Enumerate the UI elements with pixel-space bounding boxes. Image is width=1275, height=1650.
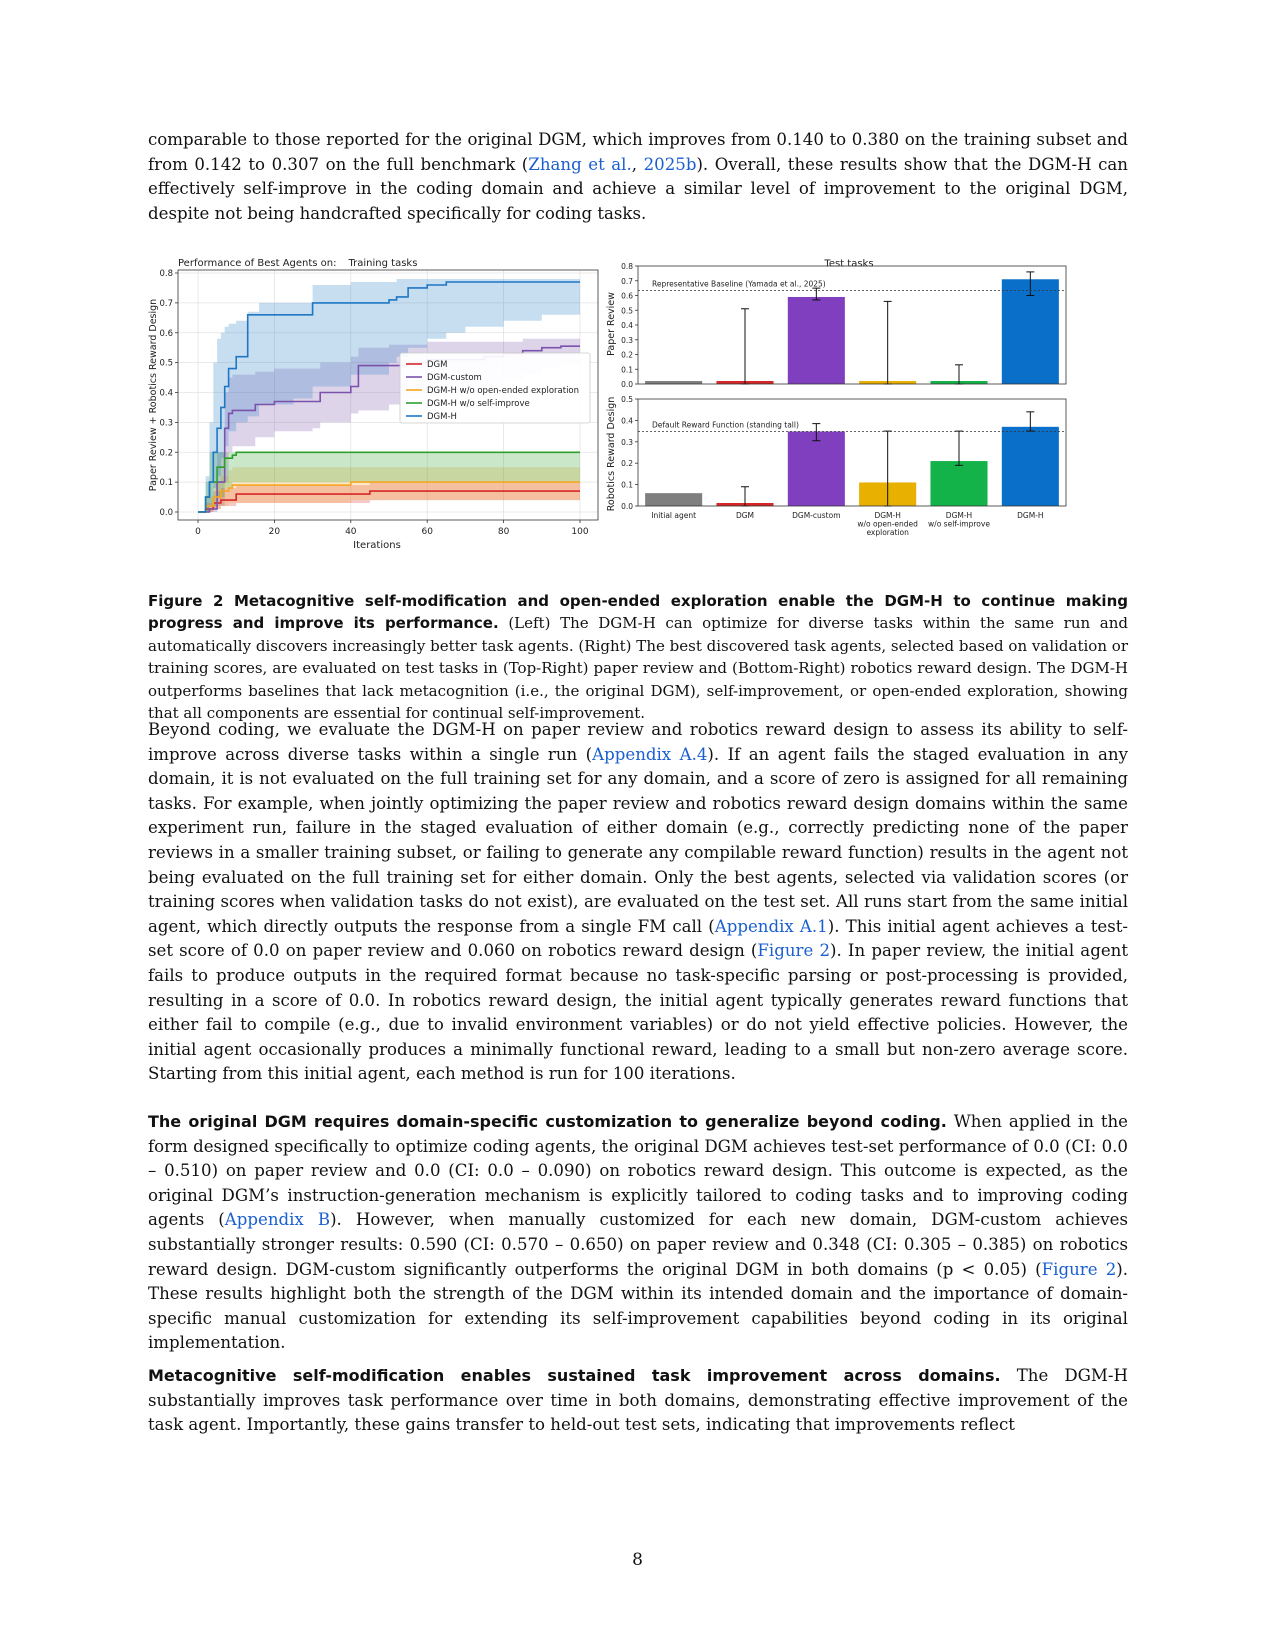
figure-2-link-2[interactable]: Figure 2 [1041,1259,1117,1279]
bar-5 [1002,427,1059,506]
appendix-a1-link[interactable]: Appendix A.1 [714,916,828,936]
left-chart-title: Performance of Best Agents on: Training tasks [178,258,418,269]
category-label-3: DGM-H [874,511,901,520]
para2-text-1: Beyond coding, we evaluate the DGM-H on paper review and robotics reward design to assess its ability to self-improve across diverse tasks within a single run ( [148,720,1128,764]
paragraph-original-dgm [148,1110,1128,1356]
left-chart-legend [400,353,590,423]
bottom-bar-chart-robotics-reward [621,395,1066,511]
figure-2 [148,258,1132,568]
caption-text: (Left) The DGM-H can optimize for diverse tasks within the same run and automatically discovers increasingly better task agents. (Right) The best discovered task agents, selected based on validation or training scores, are evaluated on test tasks in (Top-Right) paper review and (Bottom-Right) robotics reward design. The DGM-H outperforms baselines that lack metacognition (i.e., the original DGM), self-improvement, or open-ended exploration, showing that all components are essential for continual self-improvement. [148,614,1128,723]
x-tick-label: 60 [421,527,433,537]
citation-link-2025b[interactable]: 2025b [643,154,697,174]
y-tick-label: 0.2 [621,459,633,469]
para4-heading: Metacognitive self-modification enables sustained task improvement across domains. [148,1366,1001,1385]
para2-text-2: ). If an agent fails the staged evaluation in any domain, it is not evaluated on the full training set for any domain, and a score of zero is assigned for all remaining tasks. For example, when jointly optimizing the paper review and robotics reward design domains within the same experiment run, failure in the staged evaluation of either domain (e.g., correctly predicting none of the paper reviews in a smaller training subset, or failing to generate any compilable reward function) results in the agent not being evaluated on the full training set for either domain. Only the best agents, selected via validation scores (or training scores when validation tasks do not exist), are evaluated on the test set. All runs start from the same initial agent, which directly outputs the response from a single FM call ( [148,744,1128,936]
y-tick-label: 0.0 [159,508,173,518]
intro-paragraph [148,128,1128,226]
right-bar-charts [606,258,1066,537]
baseline-label: Default Reward Function (standing tall) [652,420,799,430]
x-tick-label: 40 [345,527,357,537]
appendix-b-link[interactable]: Appendix B [224,1210,331,1230]
legend-label-dgm-custom: DGM-custom [427,373,482,383]
baseline-label: Representative Baseline (Yamada et al., 2025) [652,279,826,289]
y-tick-label: 0.0 [621,380,633,389]
bar-2 [788,297,845,384]
para3-text-2: ). However, when manually customized for each new domain, DGM-custom achieves substantially stronger results: 0.590 (CI: 0.570 – 0.650) on paper review and 0.348 (CI: 0.305 – 0.385) on robotics reward design. DGM-custom significantly outperforms the original DGM in both domains (p < 0.05) ( [148,1210,1128,1279]
x-tick-label: 80 [497,527,510,537]
category-label-0: Initial agent [651,511,697,520]
paragraph-metacognitive [148,1364,1128,1438]
y-tick-label: 0.3 [621,335,633,345]
bar-0 [645,493,702,506]
page-number: 8 [632,1550,643,1570]
intro-text-end: ). Overall, these results show that the DGM-H can effectively self-improve in the coding domain and achieve a similar level of improvement to the original DGM, despite not being handcrafted specifically for coding tasks. [148,154,1128,223]
y-tick-label: 0.5 [159,358,173,369]
bar-4 [930,461,987,506]
left-chart-ylabel: Paper Review + Robotics Reward Design [148,298,159,492]
category-label-4: DGM-H [945,511,973,520]
citation-separator: , [631,154,644,174]
y-tick-label: 0.4 [621,416,633,426]
left-chart-y-ticks [159,269,178,518]
figure-2-link[interactable]: Figure 2 [757,941,831,961]
y-tick-label: 0.6 [621,291,633,301]
y-tick-label: 0.1 [159,478,173,489]
category-label-3: exploration [866,528,909,537]
bar-chart-category-labels [651,511,1043,537]
left-line-chart [148,258,598,551]
para3-text-3: ). These results highlight both the strength of the DGM within its intended domain and the importance of domain-specific manual customization for extending its self-improvement capabilities beyond coding in its original implementation. [148,1259,1129,1353]
para4-text-1: The DGM-H substantially improves task performance over time in both domains, demonstrating effective improvement of the task agent. Importantly, these gains transfer to held-out test sets, indicating that improvements reflect [148,1366,1128,1435]
category-label-1: DGM [735,511,755,520]
y-tick-label: 0.2 [621,350,633,360]
appendix-a4-link[interactable]: Appendix A.4 [592,744,708,764]
paragraph-beyond-coding [148,718,1128,1087]
citation-link-zhang[interactable]: Zhang et al. [528,154,632,174]
para2-text-3: ). This initial agent achieves a test-set score of 0.0 on paper review and 0.060 on robotics reward design ( [148,916,1129,961]
legend-label-dgm-h: DGM-H [427,412,457,422]
x-tick-label: 20 [268,527,281,537]
top-bar-chart-paper-review [621,262,1066,389]
y-tick-label: 0.2 [159,448,173,459]
caption-bold: Figure 2 Metacognitive self-modification and open-ended exploration enable the DGM-H to continue making progress and improve its performance. [148,592,1128,633]
right-chart-title: Test tasks [824,258,874,270]
legend-label-dgm-h-w-o-open-ended-exploration: DGM-H w/o open-ended exploration [427,386,580,396]
bar-0 [645,381,702,384]
y-tick-label: 0.5 [621,395,633,404]
bottom-chart-ylabel: Robotics Reward Design [606,396,617,512]
y-tick-label: 0.4 [621,321,633,330]
y-tick-label: 0.0 [621,502,633,511]
x-tick-label: 100 [571,527,589,537]
y-tick-label: 0.5 [621,306,633,316]
left-chart-x-ticks [195,520,589,537]
legend-label-dgm-h-w-o-self-improve: DGM-H w/o self-improve [427,399,530,409]
y-tick-label: 0.8 [621,262,633,271]
top-chart-ylabel: Paper Review [606,292,617,356]
category-label-2: DGM-custom [792,511,841,520]
category-label-5: DGM-H [1017,511,1044,520]
para2-text-4: ). In paper review, the initial agent fails to produce outputs in the required format because no task-specific parsing or post-processing is provided, resulting in a score of 0.0. In robotics reward design, the initial agent typically generates reward functions that either fail to compile (e.g., due to invalid environment variables) or do not yield effective policies. However, the initial agent occasionally produces a minimally functional reward, leading to a small but non-zero average score. Starting from this initial agent, each method is run for 100 iterations. [148,941,1128,1084]
y-tick-label: 0.8 [159,269,173,279]
figure-caption [148,590,1128,724]
category-label-4: w/o self-improve [928,519,990,529]
left-chart-xlabel: Iterations [353,540,401,551]
y-tick-label: 0.1 [621,480,633,490]
intro-text: comparable to those reported for the original DGM, which improves from 0.140 to 0.380 on the training subset and from 0.142 to 0.307 on the full benchmark ( [148,130,1128,174]
y-tick-label: 0.1 [621,365,633,375]
bar-2 [788,432,845,506]
x-tick-label: 0 [195,527,201,537]
legend-label-dgm: DGM [427,360,448,370]
y-tick-label: 0.7 [621,276,633,286]
y-tick-label: 0.4 [159,388,173,399]
y-tick-label: 0.7 [159,298,173,309]
para3-text-1: When applied in the form designed specifically to optimize coding agents, the original DGM achieves test-set performance of 0.0 (CI: 0.0 – 0.510) on paper review and 0.0 (CI: 0.0 – 0.090) on robotics reward design. This outcome is expected, as the original DGM’s instruction-generation mechanism is explicitly tailored to coding tasks and to improving coding agents ( [148,1112,1128,1230]
y-tick-label: 0.6 [159,328,173,339]
y-tick-label: 0.3 [159,418,173,429]
category-label-3: w/o open-ended [857,519,918,529]
para3-heading: The original DGM requires domain-specific customization to generalize beyond coding. [148,1112,947,1131]
y-tick-label: 0.3 [621,437,633,447]
